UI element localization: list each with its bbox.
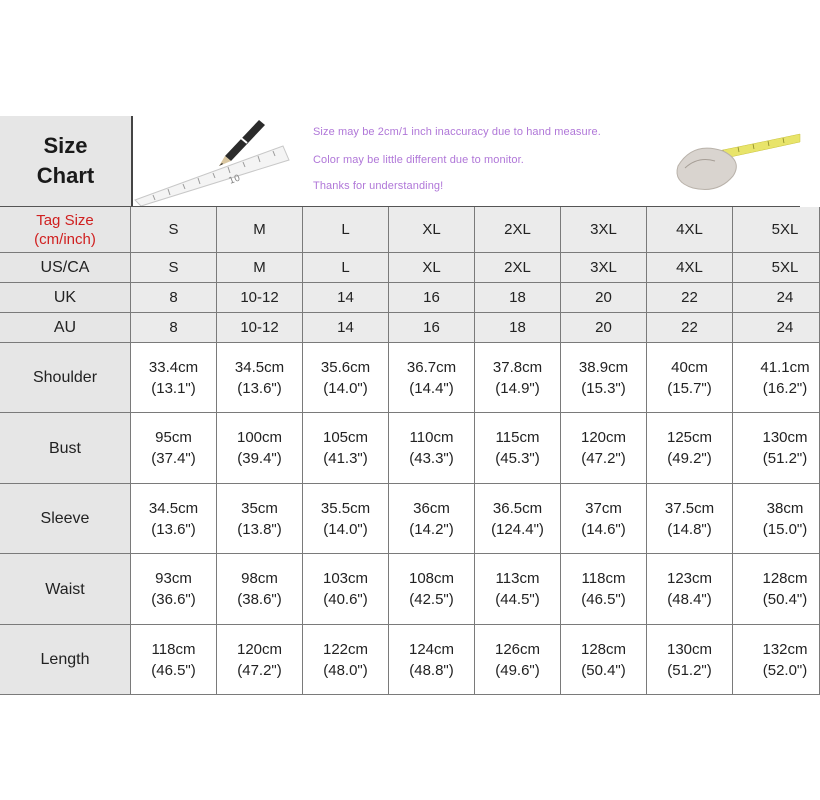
- size-value: 22: [681, 289, 698, 306]
- measurement-cell: [131, 484, 217, 554]
- measurement-cell: [389, 343, 475, 413]
- measurement-cell: [131, 413, 217, 484]
- size-value-cell: [217, 313, 303, 343]
- size-value-cell: [131, 283, 217, 313]
- measurement-cell: [217, 554, 303, 625]
- measurement-values: [581, 427, 626, 469]
- measurement-label: [0, 343, 131, 413]
- cm-value: 36.5cm: [492, 499, 543, 517]
- measurement-cell: [561, 343, 647, 413]
- size-value: 24: [776, 319, 794, 336]
- inch-value: (51.2"): [762, 450, 808, 467]
- title-line-2: Chart: [36, 163, 95, 188]
- size-value: 4XL: [676, 259, 703, 276]
- size-value-cell: [561, 207, 647, 253]
- inch-value: (52.0"): [762, 661, 808, 679]
- inch-value: (15.7"): [667, 379, 712, 397]
- size-value: 24: [776, 289, 794, 306]
- measurement-cell: [733, 484, 820, 554]
- measurement-cell: [389, 413, 475, 484]
- measurement-cell: [561, 413, 647, 484]
- measurement-cell: [475, 484, 561, 554]
- inch-value: (14.0"): [323, 520, 368, 538]
- cm-value: 35.6cm: [320, 358, 371, 376]
- inch-value: (49.2"): [667, 450, 712, 467]
- measurement-cell: [561, 625, 647, 695]
- measurement-values: [407, 357, 456, 399]
- size-value: 8: [169, 319, 178, 336]
- inch-value: (48.4"): [667, 591, 712, 608]
- row-label-line: UK: [53, 289, 77, 306]
- inch-value: (48.0"): [323, 661, 368, 679]
- size-value: XL: [422, 259, 441, 276]
- size-value-cell: [303, 313, 389, 343]
- measurement-cell: [733, 625, 820, 695]
- measurement-values: [237, 427, 282, 469]
- measurement-cell: [217, 625, 303, 695]
- size-value: 18: [509, 289, 526, 306]
- measurement-cell: [303, 413, 389, 484]
- size-value: 10-12: [240, 319, 279, 336]
- measurement-name: Sleeve: [40, 510, 90, 527]
- inch-value: (15.0"): [762, 520, 808, 538]
- size-value-cell: [647, 253, 733, 283]
- note-measure-accuracy: Size may be 2cm/1 inch inaccuracy due to hand measure.: [313, 126, 601, 138]
- inch-value: (41.3"): [323, 450, 368, 467]
- inch-value: (14.4"): [409, 379, 454, 397]
- measurement-label: [0, 484, 131, 554]
- size-value-cell: [647, 313, 733, 343]
- cm-value: 120cm: [236, 640, 283, 658]
- measurement-values: [237, 568, 282, 610]
- cm-value: 37.8cm: [492, 358, 543, 376]
- inch-value: (47.2"): [237, 661, 282, 679]
- inch-value: (38.6"): [237, 591, 282, 608]
- measurement-values: [151, 427, 196, 469]
- measurement-cell: [733, 343, 820, 413]
- measurement-cell: [217, 413, 303, 484]
- measurement-values: [237, 639, 282, 681]
- measurement-values: [667, 639, 712, 681]
- size-value: 3XL: [590, 259, 617, 276]
- measurement-name: Waist: [45, 580, 85, 598]
- size-value-cell: [561, 283, 647, 313]
- inch-value: (42.5"): [409, 591, 454, 608]
- inch-value: (14.9"): [495, 379, 540, 397]
- inch-value: (124.4"): [491, 520, 544, 538]
- measurement-cell: [647, 554, 733, 625]
- measurement-cell: [217, 484, 303, 554]
- measurement-label: [0, 625, 131, 695]
- size-value-cell: [389, 313, 475, 343]
- tag-size-label: [0, 207, 131, 253]
- row-label-line: US/CA: [40, 259, 90, 276]
- row-label-line: (cm/inch): [34, 230, 96, 248]
- measurement-cell: [389, 625, 475, 695]
- measurement-values: [323, 568, 368, 610]
- size-value: 3XL: [590, 221, 617, 238]
- cm-value: 33.4cm: [148, 358, 199, 376]
- size-value: 20: [595, 319, 612, 336]
- measurement-values: [667, 568, 712, 610]
- cm-value: 36cm: [413, 499, 450, 517]
- cm-value: 38cm: [766, 499, 804, 517]
- cm-value: 118cm: [151, 640, 196, 658]
- size-value-cell: [131, 253, 217, 283]
- size-value: M: [253, 221, 266, 238]
- size-value: 18: [509, 319, 526, 336]
- size-value-cell: [561, 253, 647, 283]
- size-value-cell: [647, 283, 733, 313]
- cm-value: 120cm: [580, 429, 627, 446]
- measurement-values: [151, 639, 196, 681]
- measurement-cell: [733, 554, 820, 625]
- inch-value: (14.2"): [409, 520, 454, 538]
- cm-value: 124cm: [408, 640, 455, 658]
- size-value: 14: [337, 319, 354, 336]
- size-chart-title: [0, 116, 131, 206]
- inch-value: (39.4"): [237, 450, 282, 467]
- measurement-cell: [733, 413, 820, 484]
- measurement-values: [495, 639, 540, 681]
- measurement-cell: [217, 343, 303, 413]
- measurement-name: Bust: [48, 439, 81, 457]
- inch-value: (13.6"): [151, 520, 196, 538]
- measurement-values: [237, 498, 282, 540]
- size-value: L: [341, 259, 350, 276]
- measurement-cell: [561, 484, 647, 554]
- measurement-values: [667, 427, 712, 469]
- ruler-icon: [135, 146, 289, 206]
- cm-value: 128cm: [762, 570, 808, 587]
- inch-value: (13.6"): [237, 379, 282, 397]
- cm-value: 118cm: [581, 570, 626, 587]
- measurement-cell: [475, 625, 561, 695]
- measurement-cell: [647, 413, 733, 484]
- size-value: S: [168, 259, 179, 276]
- tape-measure-icon: [677, 134, 800, 190]
- size-system-label: [0, 283, 131, 313]
- measurement-values: [581, 568, 626, 610]
- title-line-1: Size: [43, 133, 88, 158]
- inch-value: (44.5"): [495, 591, 540, 608]
- size-value-cell: [475, 313, 561, 343]
- measurement-values: [491, 498, 544, 540]
- measurement-values: [323, 427, 368, 469]
- size-value: 5XL: [771, 259, 799, 276]
- measurement-cell: [475, 343, 561, 413]
- size-value: L: [341, 221, 350, 238]
- inch-value: (45.3"): [495, 450, 540, 467]
- inch-value: (15.3"): [581, 379, 626, 397]
- measurement-cell: [647, 343, 733, 413]
- measurement-cell: [303, 343, 389, 413]
- inch-value: (13.1"): [151, 379, 196, 397]
- size-value: 8: [169, 289, 178, 306]
- measurement-cell: [131, 625, 217, 695]
- inch-value: (51.2"): [667, 661, 712, 679]
- note-color-difference: Color may be little different due to monitor.: [313, 154, 524, 166]
- measurement-values: [579, 357, 628, 399]
- cm-value: 113cm: [495, 570, 540, 587]
- cm-value: 93cm: [155, 570, 192, 587]
- measurement-values: [235, 357, 284, 399]
- size-system-label: [0, 313, 131, 343]
- measurement-values: [149, 498, 198, 540]
- measurement-cell: [475, 413, 561, 484]
- size-value-cell: [131, 313, 217, 343]
- size-value: 16: [423, 289, 440, 306]
- inch-value: (50.4"): [581, 661, 626, 679]
- cm-value: 40cm: [671, 358, 708, 376]
- size-value: 2XL: [504, 259, 531, 276]
- cm-value: 35cm: [241, 499, 278, 517]
- measurement-cell: [647, 484, 733, 554]
- cm-value: 125cm: [666, 429, 713, 446]
- measurement-cell: [389, 554, 475, 625]
- size-value: S: [168, 221, 179, 238]
- measurement-values: [409, 427, 454, 469]
- size-value-cell: [389, 207, 475, 253]
- measurement-values: [495, 568, 540, 610]
- inch-value: (14.8"): [667, 520, 712, 538]
- inch-value: (48.8"): [409, 661, 454, 679]
- size-system-label: [0, 253, 131, 283]
- measurement-values: [495, 427, 540, 469]
- cm-value: 122cm: [322, 640, 369, 658]
- measurement-cell: [303, 484, 389, 554]
- cm-value: 34.5cm: [234, 358, 285, 376]
- size-value: 22: [681, 319, 698, 336]
- measurement-values: [667, 357, 712, 399]
- size-value: 16: [423, 319, 440, 336]
- measurement-values: [151, 568, 196, 610]
- measurement-values: [493, 357, 542, 399]
- cm-value: 108cm: [408, 570, 455, 587]
- cm-value: 35.5cm: [320, 499, 371, 517]
- cm-value: 41.1cm: [760, 358, 810, 376]
- measurement-name: Shoulder: [32, 369, 98, 386]
- measurement-values: [321, 357, 370, 399]
- measurement-values: [149, 357, 198, 399]
- measurement-values: [665, 498, 714, 540]
- note-thanks: Thanks for understanding!: [313, 180, 444, 192]
- measurement-cell: [389, 484, 475, 554]
- inch-value: (46.5"): [151, 661, 196, 679]
- size-value-cell: [389, 283, 475, 313]
- size-chart-table: [0, 206, 810, 695]
- cm-value: 130cm: [762, 429, 808, 446]
- size-value-cell: [475, 253, 561, 283]
- measurement-values: [321, 498, 370, 540]
- size-value-cell: [303, 283, 389, 313]
- inch-value: (36.6"): [151, 591, 196, 608]
- measurement-label: [0, 554, 131, 625]
- inch-value: (46.5"): [581, 591, 626, 608]
- cm-value: 103cm: [322, 570, 369, 587]
- measurement-cell: [303, 625, 389, 695]
- size-value-cell: [217, 253, 303, 283]
- measurement-cell: [647, 625, 733, 695]
- measurement-label: [0, 413, 131, 484]
- inch-value: (50.4"): [762, 591, 808, 608]
- size-value-cell: [475, 283, 561, 313]
- measurement-values: [763, 498, 808, 540]
- cm-value: 98cm: [241, 570, 278, 587]
- size-value-cell: [561, 313, 647, 343]
- row-label-line: AU: [53, 319, 77, 336]
- inch-value: (14.0"): [323, 379, 368, 397]
- measurement-values: [762, 427, 807, 469]
- cm-value: 100cm: [236, 429, 283, 446]
- size-value-cell: [647, 207, 733, 253]
- cm-value: 36.7cm: [406, 358, 457, 376]
- size-value-cell: [733, 253, 820, 283]
- inch-value: (13.8"): [237, 520, 282, 538]
- size-value-cell: [131, 207, 217, 253]
- size-value: 2XL: [504, 221, 531, 238]
- measurement-values: [409, 498, 454, 540]
- cm-value: 105cm: [322, 429, 369, 446]
- size-value: 14: [337, 289, 354, 306]
- inch-value: (47.2"): [581, 450, 626, 467]
- measurement-values: [409, 639, 454, 681]
- measurement-values: [581, 498, 626, 540]
- measurement-values: [760, 357, 809, 399]
- size-value-cell: [217, 207, 303, 253]
- measurement-cell: [131, 343, 217, 413]
- cm-value: 132cm: [762, 640, 808, 658]
- cm-value: 123cm: [666, 570, 713, 587]
- inch-value: (14.6"): [581, 520, 626, 538]
- size-value: XL: [422, 221, 441, 238]
- cm-value: 37.5cm: [664, 499, 715, 517]
- measurement-banner: [133, 116, 800, 206]
- measurement-cell: [475, 554, 561, 625]
- measurement-values: [762, 568, 807, 610]
- cm-value: 128cm: [580, 640, 627, 658]
- size-value-cell: [217, 283, 303, 313]
- row-label-line: Tag Size: [36, 211, 94, 229]
- measurement-cell: [561, 554, 647, 625]
- measurement-values: [762, 639, 807, 681]
- size-value: 10-12: [240, 289, 279, 306]
- svg-text:10: 10: [227, 173, 242, 187]
- size-value-cell: [733, 207, 820, 253]
- inch-value: (49.6"): [495, 661, 540, 679]
- cm-value: 110cm: [409, 429, 454, 446]
- size-value-cell: [733, 313, 820, 343]
- inch-value: (16.2"): [762, 379, 808, 397]
- measurement-cell: [131, 554, 217, 625]
- size-value: M: [253, 259, 266, 276]
- cm-value: 95cm: [155, 429, 192, 446]
- size-value-cell: [475, 207, 561, 253]
- measurement-cell: [303, 554, 389, 625]
- size-value-cell: [303, 207, 389, 253]
- inch-value: (43.3"): [409, 450, 454, 467]
- size-value: 20: [595, 289, 612, 306]
- cm-value: 115cm: [495, 429, 540, 446]
- cm-value: 37cm: [585, 499, 622, 517]
- size-value: 5XL: [771, 221, 799, 238]
- size-value: 4XL: [676, 221, 703, 238]
- size-value-cell: [389, 253, 475, 283]
- size-value-cell: [303, 253, 389, 283]
- cm-value: 34.5cm: [148, 499, 199, 517]
- measurement-values: [409, 568, 454, 610]
- measurement-values: [323, 639, 368, 681]
- inch-value: (40.6"): [323, 591, 368, 608]
- measurement-values: [581, 639, 626, 681]
- cm-value: 130cm: [666, 640, 713, 658]
- cm-value: 38.9cm: [578, 358, 629, 376]
- size-value-cell: [733, 283, 820, 313]
- measurement-name: Length: [40, 651, 90, 668]
- cm-value: 126cm: [494, 640, 541, 658]
- inch-value: (37.4"): [151, 450, 196, 467]
